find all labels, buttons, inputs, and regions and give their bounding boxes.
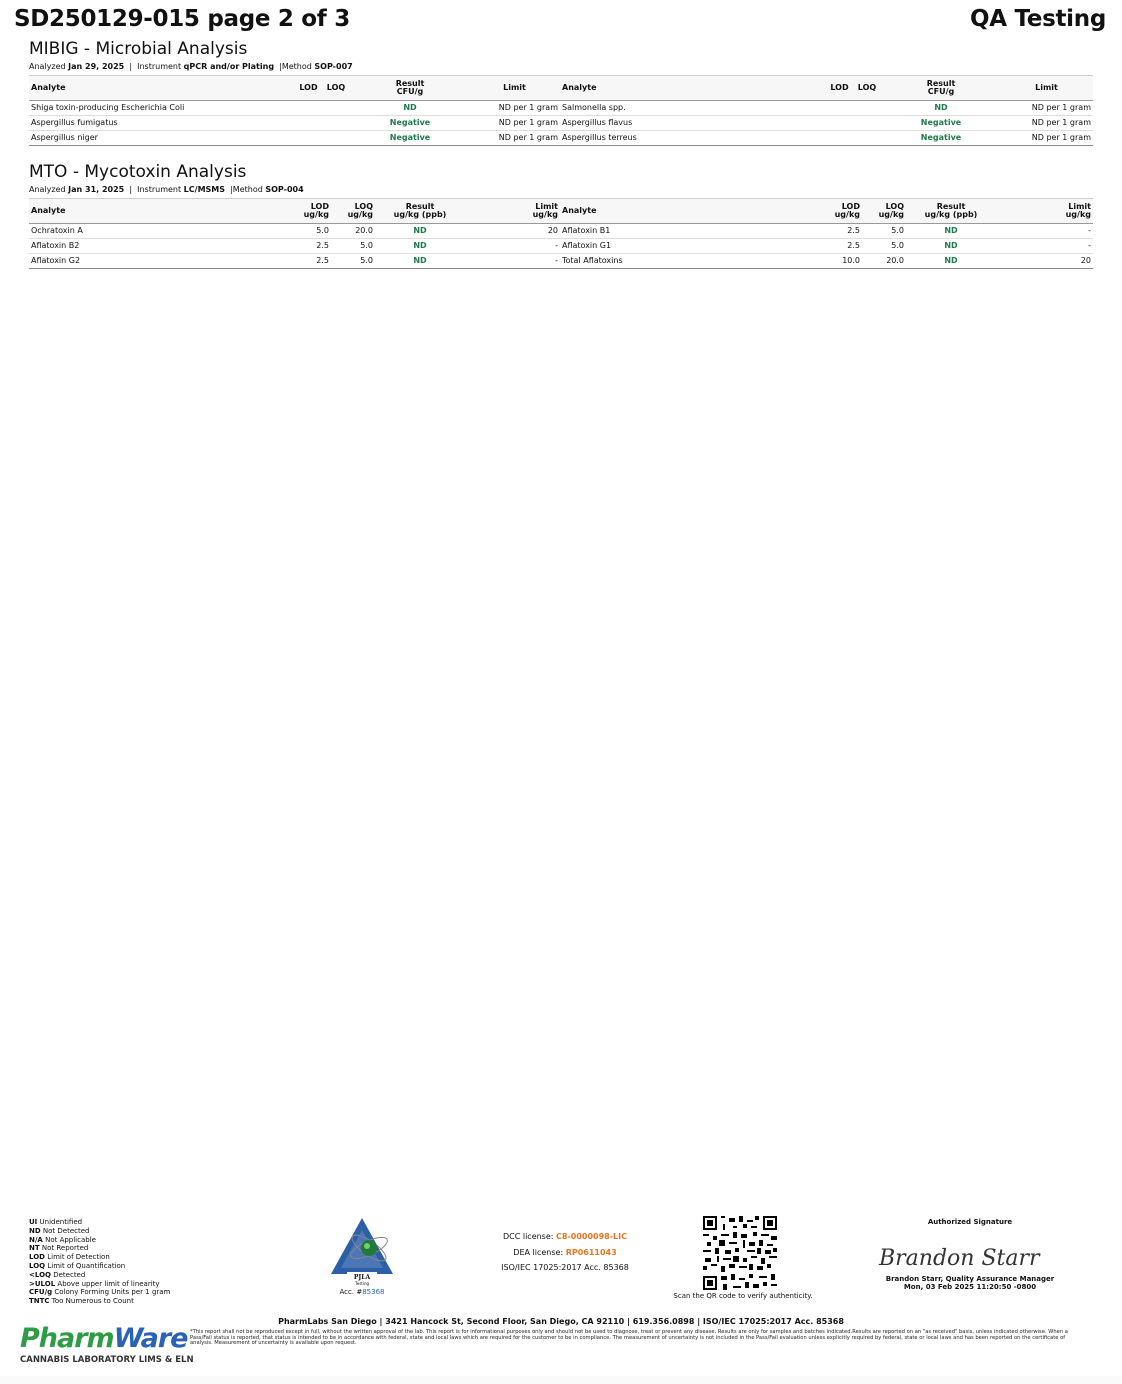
instrument-value: LC/MSMS — [183, 185, 226, 194]
analyte-cell: Aspergillus fumigatus — [29, 116, 296, 131]
col-lod: LOD ug/kg — [303, 202, 329, 219]
result-cell: Negative — [351, 131, 469, 146]
analyte-cell: Aspergillus terreus — [560, 131, 827, 146]
limit-cell: ND per 1 gram — [469, 116, 560, 131]
microbial-section — [29, 39, 1093, 146]
table-header-row — [29, 199, 1093, 224]
loq-cell: 5.0 — [331, 254, 375, 269]
col-limit: Limit ug/kg — [532, 202, 558, 219]
legend-item: LOD Limit of Detection — [29, 1253, 110, 1262]
limit-cell: ND per 1 gram — [1000, 116, 1093, 131]
pharmware-logo: PharmWare CANNABIS LABORATORY LIMS & ELN — [20, 1323, 194, 1365]
method-value: SOP-004 — [265, 185, 304, 194]
dcc-license: DCC license: C8-0000098-LIC — [502, 1232, 628, 1241]
result-cell: ND — [351, 101, 469, 116]
handwritten-signature — [875, 1238, 1065, 1274]
col-lod: LOD — [830, 83, 849, 92]
legend-item: NT Not Reported — [29, 1244, 89, 1253]
lod-cell: 2.5 — [289, 239, 331, 254]
instrument-label: Instrument — [137, 185, 182, 194]
col-analyte: Analyte — [562, 83, 597, 92]
limit-cell: - — [465, 239, 560, 254]
lod-cell: 2.5 — [820, 224, 862, 239]
col-loq: LOQ ug/kg — [878, 202, 904, 219]
col-result: Result CFU/g — [395, 79, 425, 96]
pjla-acc-number: Acc. #85368 — [339, 1288, 385, 1296]
analyzed-label: Analyzed — [29, 185, 66, 194]
limit-cell: ND per 1 gram — [1000, 101, 1093, 116]
col-result: Result CFU/g — [926, 79, 956, 96]
qr-code-icon[interactable] — [703, 1216, 777, 1290]
table-row — [29, 116, 1093, 131]
instrument-label: Instrument — [137, 62, 182, 71]
result-cell: ND — [375, 224, 465, 239]
lod-cell: 2.5 — [289, 254, 331, 269]
col-lod: LOD ug/kg — [834, 202, 860, 219]
limit-cell: - — [996, 239, 1093, 254]
analyte-cell: Aspergillus niger — [29, 131, 296, 146]
analyte-cell: Aspergillus flavus — [560, 116, 827, 131]
analyte-cell: Aflatoxin B1 — [560, 224, 820, 239]
loq-cell: 5.0 — [862, 239, 906, 254]
mycotoxin-section — [29, 162, 1093, 269]
table-row — [29, 101, 1093, 116]
method-label: Method — [232, 185, 263, 194]
result-cell: Negative — [882, 116, 1000, 131]
col-result: Result ug/kg (ppb) — [393, 202, 447, 219]
loq-cell: 5.0 — [862, 224, 906, 239]
lod-cell: 5.0 — [289, 224, 331, 239]
analyte-cell: Aflatoxin G1 — [560, 239, 820, 254]
col-limit: Limit — [503, 83, 526, 92]
analyte-cell: Shiga toxin-producing Escherichia Coli — [29, 101, 296, 116]
abbreviation-legend — [29, 1218, 170, 1306]
signature-label: Authorized Signature — [927, 1218, 1013, 1226]
dea-license: DEA license: RP0611043 — [513, 1247, 617, 1257]
qr-caption: Scan the QR code to verify authenticity. — [673, 1292, 813, 1300]
limit-cell: - — [465, 254, 560, 269]
microbial-meta: Analyzed Jan 29, 2025 | Instrument qPCR and/or Plating |Method SOP-007 — [29, 62, 353, 71]
analyte-cell: Ochratoxin A — [29, 224, 289, 239]
col-loq: LOQ — [326, 83, 346, 92]
report-page-title: SD250129-015 page 2 of 3 — [14, 6, 350, 32]
result-cell: ND — [906, 254, 996, 269]
analyte-cell: Aflatoxin G2 — [29, 254, 289, 269]
microbial-table — [29, 75, 1093, 146]
legend-item: N/A Not Applicable — [29, 1235, 96, 1244]
lod-cell: 10.0 — [820, 254, 862, 269]
method-label: Method — [281, 62, 312, 71]
mycotoxin-meta: Analyzed Jan 31, 2025 | Instrument LC/MSMS |Method SOP-004 — [29, 185, 304, 194]
result-cell: Negative — [882, 131, 1000, 146]
pjla-accreditation — [329, 1216, 395, 1296]
legend-item: <LOQ Detected — [29, 1270, 86, 1279]
client-name: QA Testing — [970, 6, 1106, 32]
result-cell: ND — [906, 224, 996, 239]
loq-cell: 20.0 — [331, 224, 375, 239]
col-lod: LOD — [299, 83, 318, 92]
microbial-title: MIBIG - Microbial Analysis — [29, 39, 248, 59]
col-analyte: Analyte — [31, 83, 66, 92]
table-header-row — [29, 76, 1093, 101]
limit-cell: 20 — [465, 224, 560, 239]
lod-cell: 2.5 — [820, 239, 862, 254]
signature-date: Mon, 03 Feb 2025 11:20:50 -0800 — [903, 1283, 1037, 1291]
legend-item: LOQ Limit of Quantification — [29, 1261, 126, 1270]
table-row — [29, 224, 1093, 239]
col-loq: LOQ — [857, 83, 877, 92]
instrument-value: qPCR and/or Plating — [183, 62, 275, 71]
analyte-cell: Aflatoxin B2 — [29, 239, 289, 254]
iso-accreditation: ISO/IEC 17025:2017 Acc. 85368 — [501, 1263, 629, 1272]
col-limit: Limit — [1035, 83, 1058, 92]
method-value: SOP-007 — [314, 62, 353, 71]
disclaimer-text: *This report shall not be reproduced except in full, without the written approval of the lab. This report is for informational purposes only and should not be used to diagnose, treat or prevent any disease. Results are only for samples and batches indicated.Results are reported on an "as received" basis, unless indicated otherwise. When a Pass/Fail status is reported, that status is intended to be in accordance with federal, state and local laws which are required for the customer to be in compliance. The measurement of uncertainty is not included in the Pass/Fail evaluation unless explicitly required by federal, state or local laws and has been reported on the certificate of analysis. Measurement of uncertainty is available upon request. — [190, 1329, 1068, 1347]
lab-address: PharmLabs San Diego | 3421 Hancock St, Second Floor, San Diego, CA 92110 | 619.356.0898 | ISO/IEC 17025:2017 Acc. 85368 — [278, 1317, 844, 1326]
result-cell: ND — [375, 239, 465, 254]
legend-item: TNTC Too Numerous to Count — [29, 1297, 134, 1306]
limit-cell: ND per 1 gram — [469, 101, 560, 116]
limit-cell: - — [996, 224, 1093, 239]
signer-name-title: Brandon Starr, Quality Assurance Manager — [885, 1275, 1055, 1283]
analyzed-label: Analyzed — [29, 62, 66, 71]
svg-text:Testing: Testing — [354, 1281, 370, 1286]
license-block — [490, 1229, 640, 1276]
page-bottom-band — [0, 1376, 1122, 1384]
limit-cell: ND per 1 gram — [1000, 131, 1093, 146]
loq-cell: 5.0 — [331, 239, 375, 254]
analyzed-date: Jan 31, 2025 — [68, 185, 125, 194]
analyte-cell: Total Aflatoxins — [560, 254, 820, 269]
table-row — [29, 239, 1093, 254]
col-analyte: Analyte — [562, 206, 597, 215]
signature-block — [870, 1218, 1070, 1291]
legend-item: >ULOL Above upper limit of linearity — [29, 1279, 160, 1288]
svg-text:Brandon Starr: Brandon Starr — [879, 1246, 1040, 1271]
analyte-cell: Salmonella spp. — [560, 101, 827, 116]
limit-cell: 20 — [996, 254, 1093, 269]
loq-cell: 20.0 — [862, 254, 906, 269]
pjla-logo-icon — [329, 1216, 395, 1286]
table-row — [29, 131, 1093, 146]
col-loq: LOQ ug/kg — [347, 202, 373, 219]
svg-text:PJLA: PJLA — [353, 1274, 371, 1281]
result-cell: ND — [375, 254, 465, 269]
legend-item: ND Not Detected — [29, 1226, 90, 1235]
col-limit: Limit ug/kg — [1065, 202, 1091, 219]
analyzed-date: Jan 29, 2025 — [68, 62, 125, 71]
result-cell: ND — [906, 239, 996, 254]
col-analyte: Analyte — [31, 206, 66, 215]
legend-item: CFU/g Colony Forming Units per 1 gram — [29, 1288, 171, 1297]
result-cell: ND — [882, 101, 1000, 116]
result-cell: Negative — [351, 116, 469, 131]
limit-cell: ND per 1 gram — [469, 131, 560, 146]
col-result: Result ug/kg (ppb) — [924, 202, 978, 219]
mycotoxin-title: MTO - Mycotoxin Analysis — [29, 162, 247, 182]
table-row — [29, 254, 1093, 269]
mycotoxin-table — [29, 198, 1093, 269]
legend-item: UI Unidentified — [29, 1218, 83, 1226]
